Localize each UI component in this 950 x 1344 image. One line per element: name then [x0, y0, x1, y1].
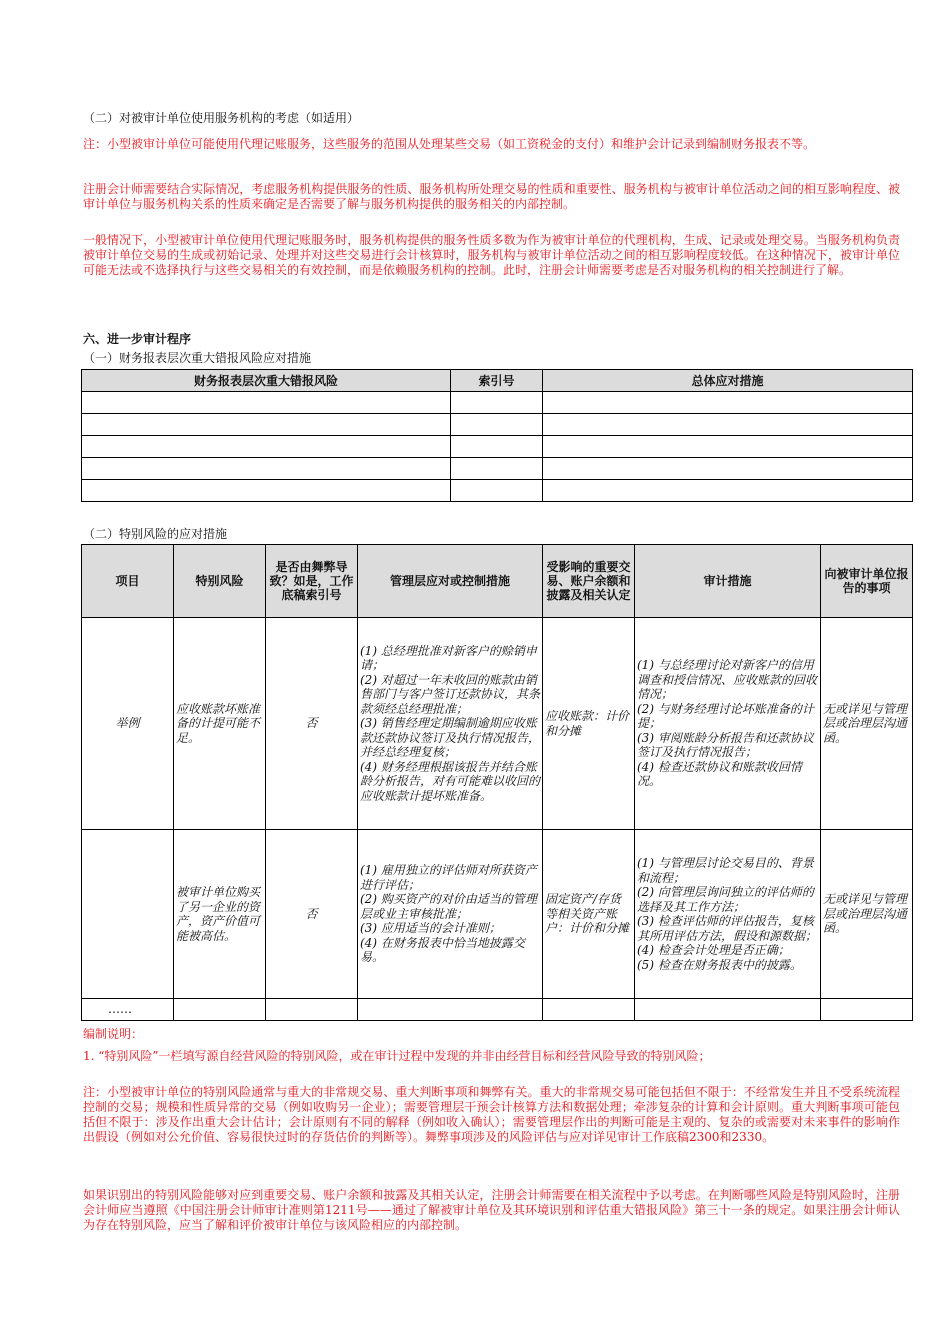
table-cell[interactable]	[82, 458, 451, 480]
fraud-cell: 否	[266, 830, 358, 999]
table2-caption: （二）特别风险的应对措施	[83, 527, 228, 541]
mgmt-line: (4) 财务经理根据该报告并结合账龄分析报告，对有可能难以收回的应收账款计提坏账准备。	[360, 759, 541, 803]
column-header: 管理层应对或控制措施	[358, 545, 543, 618]
audit-cell	[635, 830, 821, 999]
table-cell[interactable]	[451, 414, 543, 436]
table-cell[interactable]	[543, 458, 913, 480]
section-six-heading: 六、进一步审计程序	[83, 332, 192, 346]
table-row	[82, 414, 913, 436]
mgmt-line: (3) 销售经理定期编制逾期应收账款还款协议签订及执行情况报告，并经总经理复核；	[360, 716, 541, 760]
table-cell[interactable]	[543, 436, 913, 458]
table-row	[82, 458, 913, 480]
service-heading: （二）对被审计单位使用服务机构的考虑（如适用）	[83, 111, 360, 125]
notes-item-1: 1. “特别风险”一栏填写源自经营风险的特别风险，或在审计过程中发现的并非由经营目标和经营风险导致的特别风险；	[83, 1049, 711, 1063]
table-cell[interactable]	[451, 480, 543, 502]
table-cell[interactable]	[451, 458, 543, 480]
table-row	[82, 999, 913, 1021]
service-note-1: 注：小型被审计单位可能使用代理记账服务，这些服务的范围从处理某些交易（如工资税金的支付）和维护会计记录到编制财务报表不等。	[83, 137, 816, 151]
column-header: 受影响的重要交易、账户余额和披露及相关认定	[543, 545, 635, 618]
risk-cell: 被审计单位购买了另一企业的资产，资产价值可能被高估。	[174, 830, 266, 999]
table-row	[82, 480, 913, 502]
table-cell[interactable]	[266, 999, 358, 1021]
table-cell[interactable]	[174, 999, 266, 1021]
notes-special-risk: 注：小型被审计单位的特别风险通常与重大的非常规交易、重大判断事项和舞弊有关。重大的非常规交易可能包括但不限于：不经常发生并且不受系统流程控制的交易；规模和性质异常的交易（例如收购另一企业）；需要管理层干预会计核算方法和数据处理；牵涉复杂的计算和会计原则。重大判断事项可能包括但不限于：涉及作出重大会计估计；会计原则有不同的解释（例如收入确认）；需要管理层作出的判断可能是主观的、复杂的或需要对未来事件的影响作出假设（例如对公允价值、容易很快过时的存货估价的判断等）。舞弊事项涉及的风险评估与应对详见审计工作底稿2300和2330。	[83, 1085, 900, 1144]
column-header: 特别风险	[174, 545, 266, 618]
table-row	[82, 618, 913, 830]
mgmt-line: (2) 对超过一年未收回的账款由销售部门与客户签订还款协议，其条款须经总经理批准；	[360, 672, 541, 716]
audit-line: (2) 向管理层询问独立的评估师的选择及其工作方法；	[637, 885, 814, 914]
audit-line: (1) 与管理层讨论交易目的、背景和流程；	[637, 856, 814, 885]
table-cell[interactable]	[82, 414, 451, 436]
mgmt-line: (3) 应用适当的会计准则；	[360, 921, 501, 936]
table-cell[interactable]	[358, 999, 543, 1021]
column-header: 是否由舞弊导致？如是，工作底稿索引号	[266, 545, 358, 618]
financial-statement-risk-table	[81, 369, 913, 502]
column-header: 审计措施	[635, 545, 821, 618]
table-row	[82, 436, 913, 458]
table-cell[interactable]	[82, 392, 451, 414]
audit-line: (3) 检查评估师的评估报告，复核其所用评估方法，假设和源数据；	[637, 914, 818, 943]
fraud-cell: 否	[266, 618, 358, 830]
affected-cell: 应收账款：计价和分摊	[543, 618, 635, 830]
table-header-row	[82, 370, 913, 392]
table-cell[interactable]	[543, 414, 913, 436]
mgmt-line: (1) 雇用独立的评估师对所获资产进行评估；	[360, 863, 537, 892]
service-note-2: 注册会计师需要结合实际情况，考虑服务机构提供服务的性质、服务机构所处理交易的性质和重要性、服务机构与被审计单位活动之间的相互影响程度、被审计单位与服务机构关系的性质来确定是否需要了解与服务机构提供的服务相关的内部控制。	[83, 182, 900, 211]
special-risk-table	[81, 544, 913, 1021]
column-header: 总体应对措施	[543, 370, 913, 392]
audit-line: (4) 检查会计处理是否正确；	[637, 943, 790, 957]
audit-line: (3) 审阅账龄分析报告和还款协议签订及执行情况报告；	[637, 730, 814, 760]
table-cell[interactable]	[451, 392, 543, 414]
audit-line: (4) 检查还款协议和账款收回情况。	[637, 759, 802, 789]
table-cell[interactable]	[543, 999, 635, 1021]
report-cell: 无或详见与管理层或治理层沟通函。	[821, 618, 913, 830]
mgmt-cell	[358, 830, 543, 999]
risk-cell: 应收账款坏账准备的计提可能不足。	[174, 618, 266, 830]
item-cell	[82, 830, 174, 999]
report-cell: 无或详见与管理层或治理层沟通函。	[821, 830, 913, 999]
audit-line: (5) 检查在财务报表中的披露。	[637, 957, 802, 972]
column-header: 项目	[82, 545, 174, 618]
table-cell[interactable]	[543, 392, 913, 414]
table1-caption: （一）财务报表层次重大错报风险应对措施	[83, 351, 312, 365]
table-row	[82, 392, 913, 414]
item-cell: 举例	[82, 618, 174, 830]
audit-line: (2) 与财务经理讨论坏账准备的计提；	[637, 701, 814, 731]
mgmt-line: (1) 总经理批准对新客户的赊销申请；	[360, 643, 537, 673]
audit-cell	[635, 618, 821, 830]
table-cell[interactable]	[82, 436, 451, 458]
ellipsis-cell: ……	[82, 999, 174, 1021]
table-cell[interactable]	[635, 999, 821, 1021]
column-header: 财务报表层次重大错报风险	[82, 370, 451, 392]
affected-cell: 固定资产/存货等相关资产账户：计价和分摊	[543, 830, 635, 999]
notes-title: 编制说明：	[83, 1027, 144, 1041]
mgmt-cell	[358, 618, 543, 830]
table-cell[interactable]	[543, 480, 913, 502]
service-note-3: 一般情况下，小型被审计单位使用代理记账服务时，服务机构提供的服务性质多数为作为被审计单位的代理机构，生成、记录或处理交易。当服务机构负责被审计单位交易的生成或初始记录、处理并对这些交易进行会计核算时，服务机构与被审计单位活动之间的相互影响程度较低。在这种情况下，被审计单位可能无法或不选择执行与这些交易相关的有效控制，而是依赖服务机构的控制。此时，注册会计师需要考虑是否对服务机构的相关控制进行了解。	[83, 233, 900, 277]
mgmt-line: (2) 购买资产的对价由适当的管理层或业主审核批准；	[360, 892, 537, 921]
notes-identify-risk: 如果识别出的特别风险能够对应到重要交易、账户余额和披露及其相关认定，注册会计师需要在相关流程中予以考虑。在判断哪些风险是特别风险时，注册会计师应当遵照《中国注册会计师审计准则第1211号——通过了解被审计单位及其环境识别和评估重大错报风险》第三十一条的规定。如果注册会计师认为存在特别风险，应当了解和评价被审计单位与该风险相应的内部控制。	[83, 1188, 900, 1232]
table-cell[interactable]	[82, 480, 451, 502]
mgmt-line: (4) 在财务报表中恰当地披露交易。	[360, 935, 525, 965]
table-row	[82, 830, 913, 999]
audit-line: (1) 与总经理讨论对新客户的信用调查和授信情况、应收账款的回收情况；	[637, 658, 818, 702]
table-cell[interactable]	[821, 999, 913, 1021]
column-header: 向被审计单位报告的事项	[821, 545, 913, 618]
column-header: 索引号	[451, 370, 543, 392]
table-header-row	[82, 545, 913, 618]
table-cell[interactable]	[451, 436, 543, 458]
